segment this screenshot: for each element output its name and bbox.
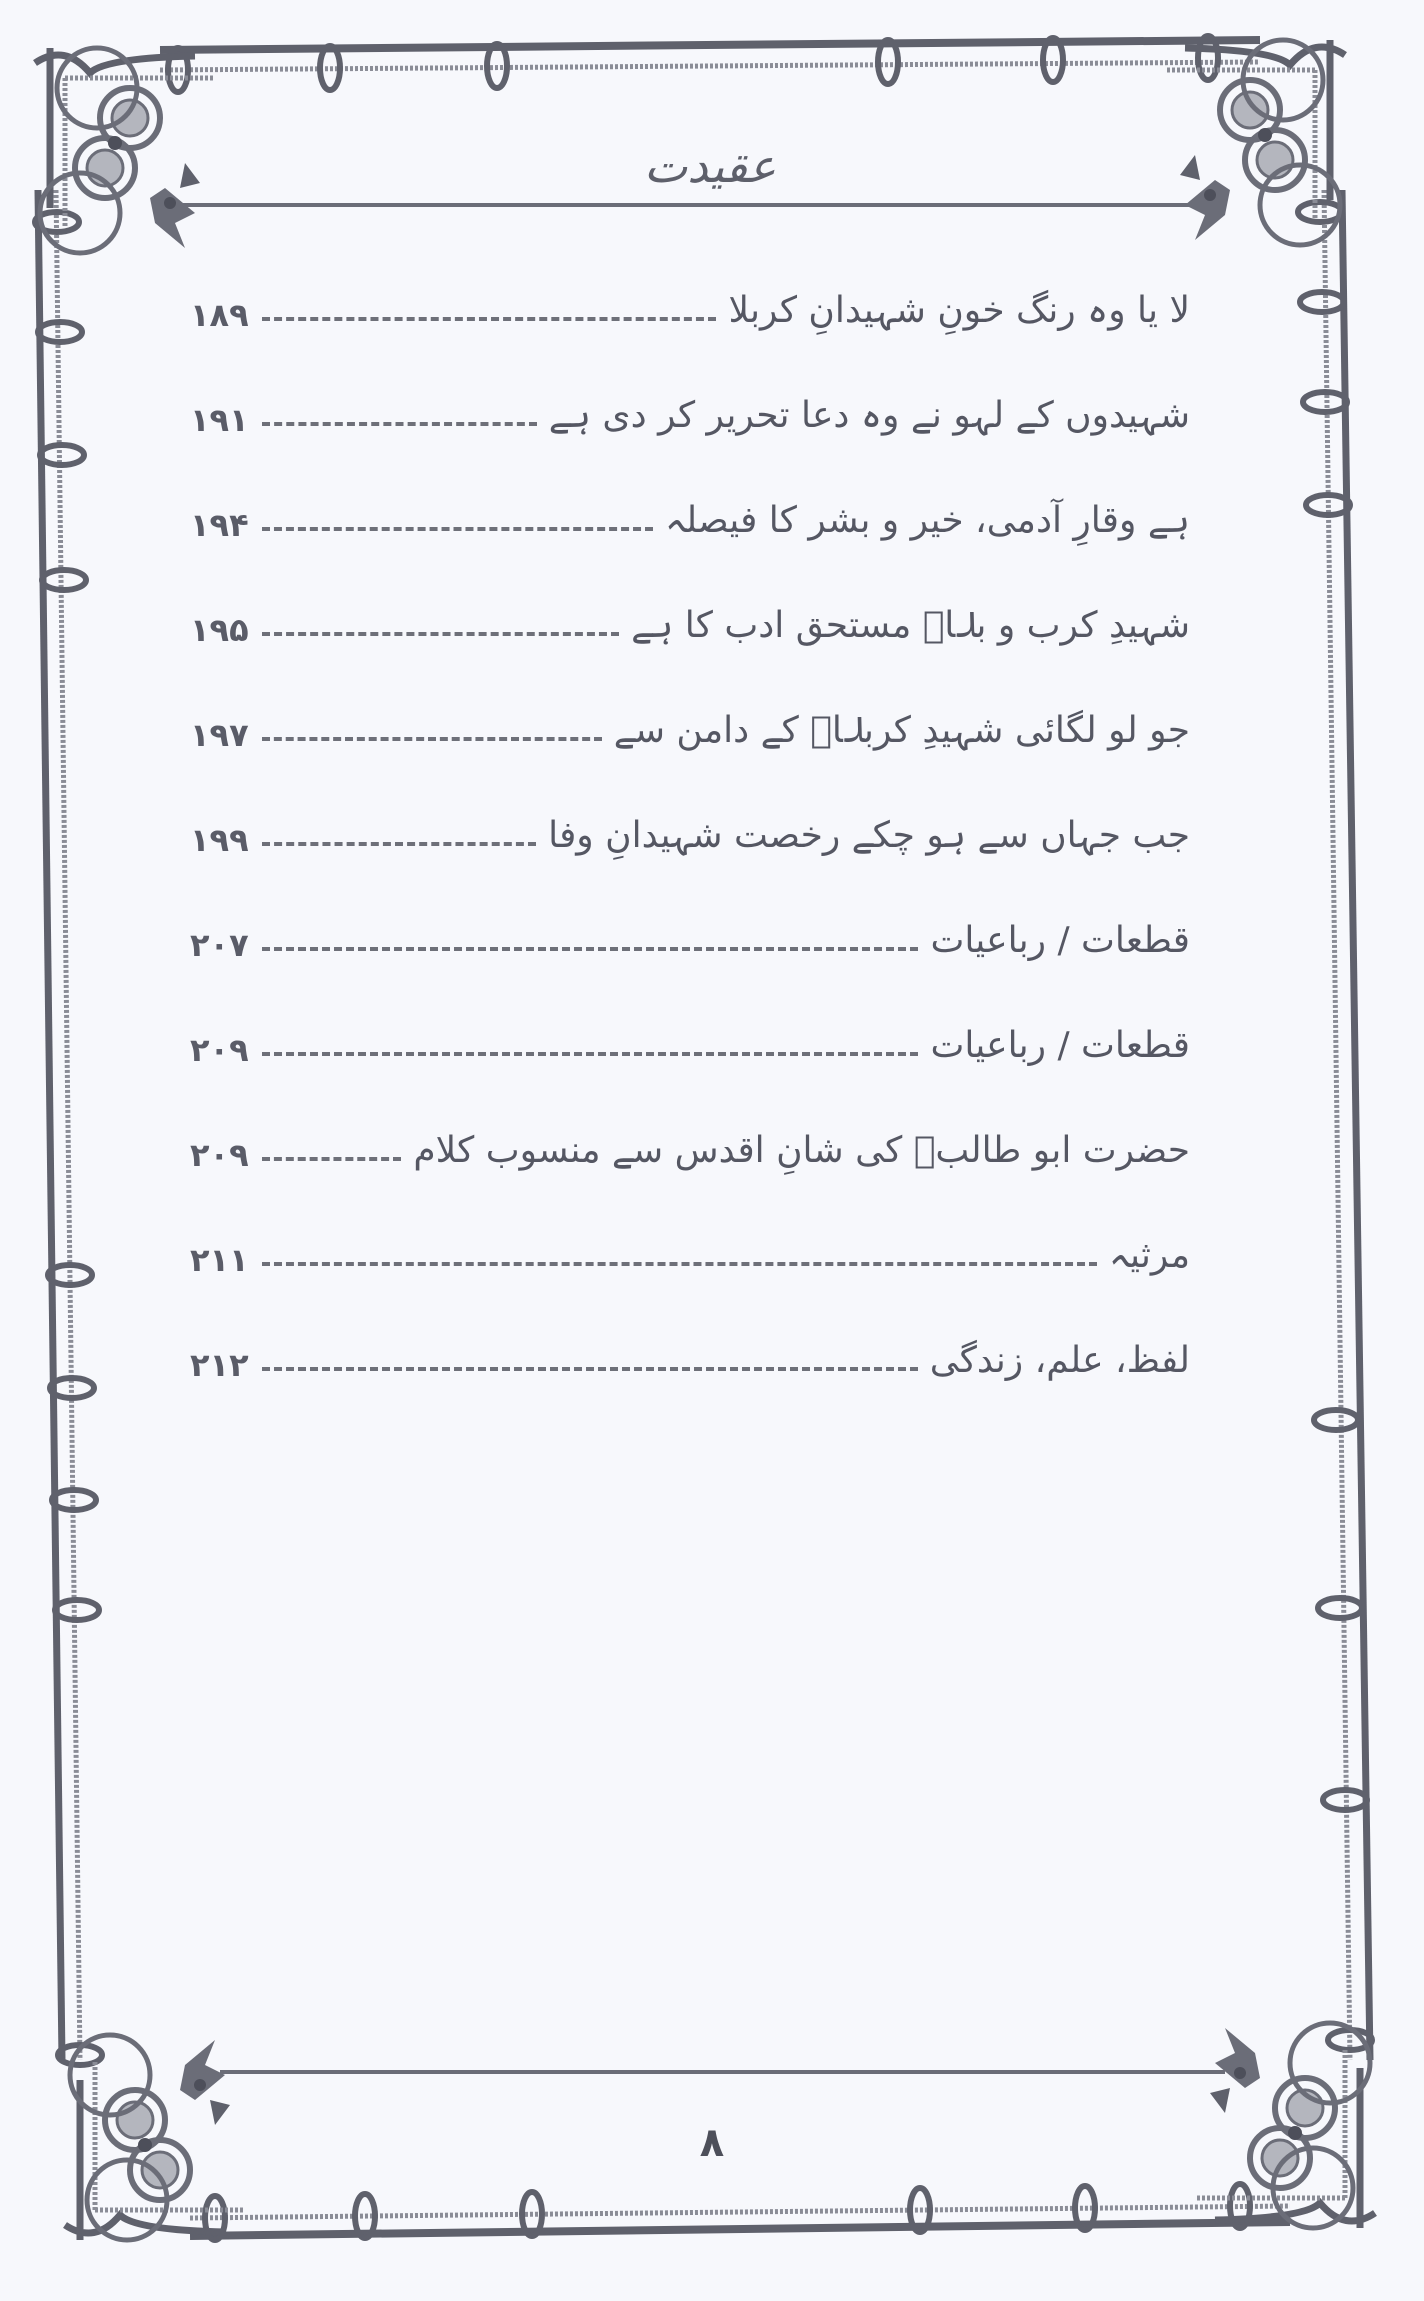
toc-entry-page: ۱۹۱ [190, 400, 249, 439]
toc-entry[interactable] [190, 363, 1190, 468]
dotted-leader [262, 422, 537, 426]
toc-entry-page: ۲۰۷ [190, 925, 249, 964]
toc-entry-page: ۱۹۹ [190, 820, 249, 859]
toc-entry-page: ۲۰۹ [190, 1135, 249, 1174]
toc-entry[interactable] [190, 258, 1190, 363]
page-header-title: عقیدت [643, 139, 777, 193]
dotted-leader [262, 842, 536, 846]
toc-entry[interactable] [190, 1098, 1190, 1203]
toc-entry-page: ۱۹۵ [190, 610, 249, 649]
header-divider [180, 203, 1190, 207]
toc-entry-title: جب جہاں سے ہو چکے رخصت شہیدانِ وفا [548, 814, 1190, 856]
toc-entry[interactable] [190, 888, 1190, 993]
toc-entry[interactable] [190, 783, 1190, 888]
toc-entry-title: جو لو لگائی شہیدِ کربلاؑ کے دامن سے [613, 709, 1190, 751]
toc-entry[interactable] [190, 993, 1190, 1098]
toc-entry-page: ۲۰۹ [190, 1030, 249, 1069]
footer-divider [220, 2070, 1225, 2074]
dotted-leader [262, 632, 619, 636]
dotted-leader [262, 947, 918, 951]
toc-entry[interactable] [190, 678, 1190, 783]
toc-entry-page: ۱۹۷ [190, 715, 249, 754]
toc-entry-title: شہیدوں کے لہو نے وہ دعا تحریر کر دی ہے [548, 394, 1190, 436]
dotted-leader [262, 317, 716, 321]
dotted-leader [262, 1367, 918, 1371]
toc-entry[interactable] [190, 573, 1190, 678]
toc-entry-page: ۱۹۴ [190, 505, 249, 544]
dotted-leader [262, 1262, 1097, 1266]
toc-entry-title: حضرت ابو طالبؑ کی شانِ اقدس سے منسوب کلام [413, 1129, 1190, 1171]
toc-entry[interactable] [190, 468, 1190, 573]
toc-entry-page: ۱۸۹ [190, 295, 249, 334]
toc-entry[interactable] [190, 1203, 1190, 1308]
table-of-contents [190, 258, 1190, 1413]
page-number: ۸ [699, 2120, 725, 2166]
toc-entry-page: ۲۱۱ [190, 1240, 249, 1279]
toc-entry-title: لا یا وہ رنگ خونِ شہیدانِ کربلا [728, 289, 1190, 331]
toc-entry-title: مرثیہ [1108, 1234, 1190, 1276]
dotted-leader [262, 527, 653, 531]
dotted-leader [262, 737, 602, 741]
toc-entry-title: شہیدِ کرب و بلاؑ مستحق ادب کا ہے [631, 604, 1190, 646]
toc-entry-page: ۲۱۲ [190, 1345, 249, 1384]
toc-entry-title: ہے وقارِ آدمی، خیر و بشر کا فیصلہ [665, 499, 1190, 541]
toc-entry[interactable] [190, 1308, 1190, 1413]
dotted-leader [262, 1052, 918, 1056]
toc-entry-title: لفظ، علم، زندگی [929, 1339, 1190, 1381]
toc-entry-title: قطعات / رباعیات [930, 1024, 1190, 1066]
toc-entry-title: قطعات / رباعیات [930, 919, 1190, 961]
dotted-leader [262, 1157, 401, 1161]
